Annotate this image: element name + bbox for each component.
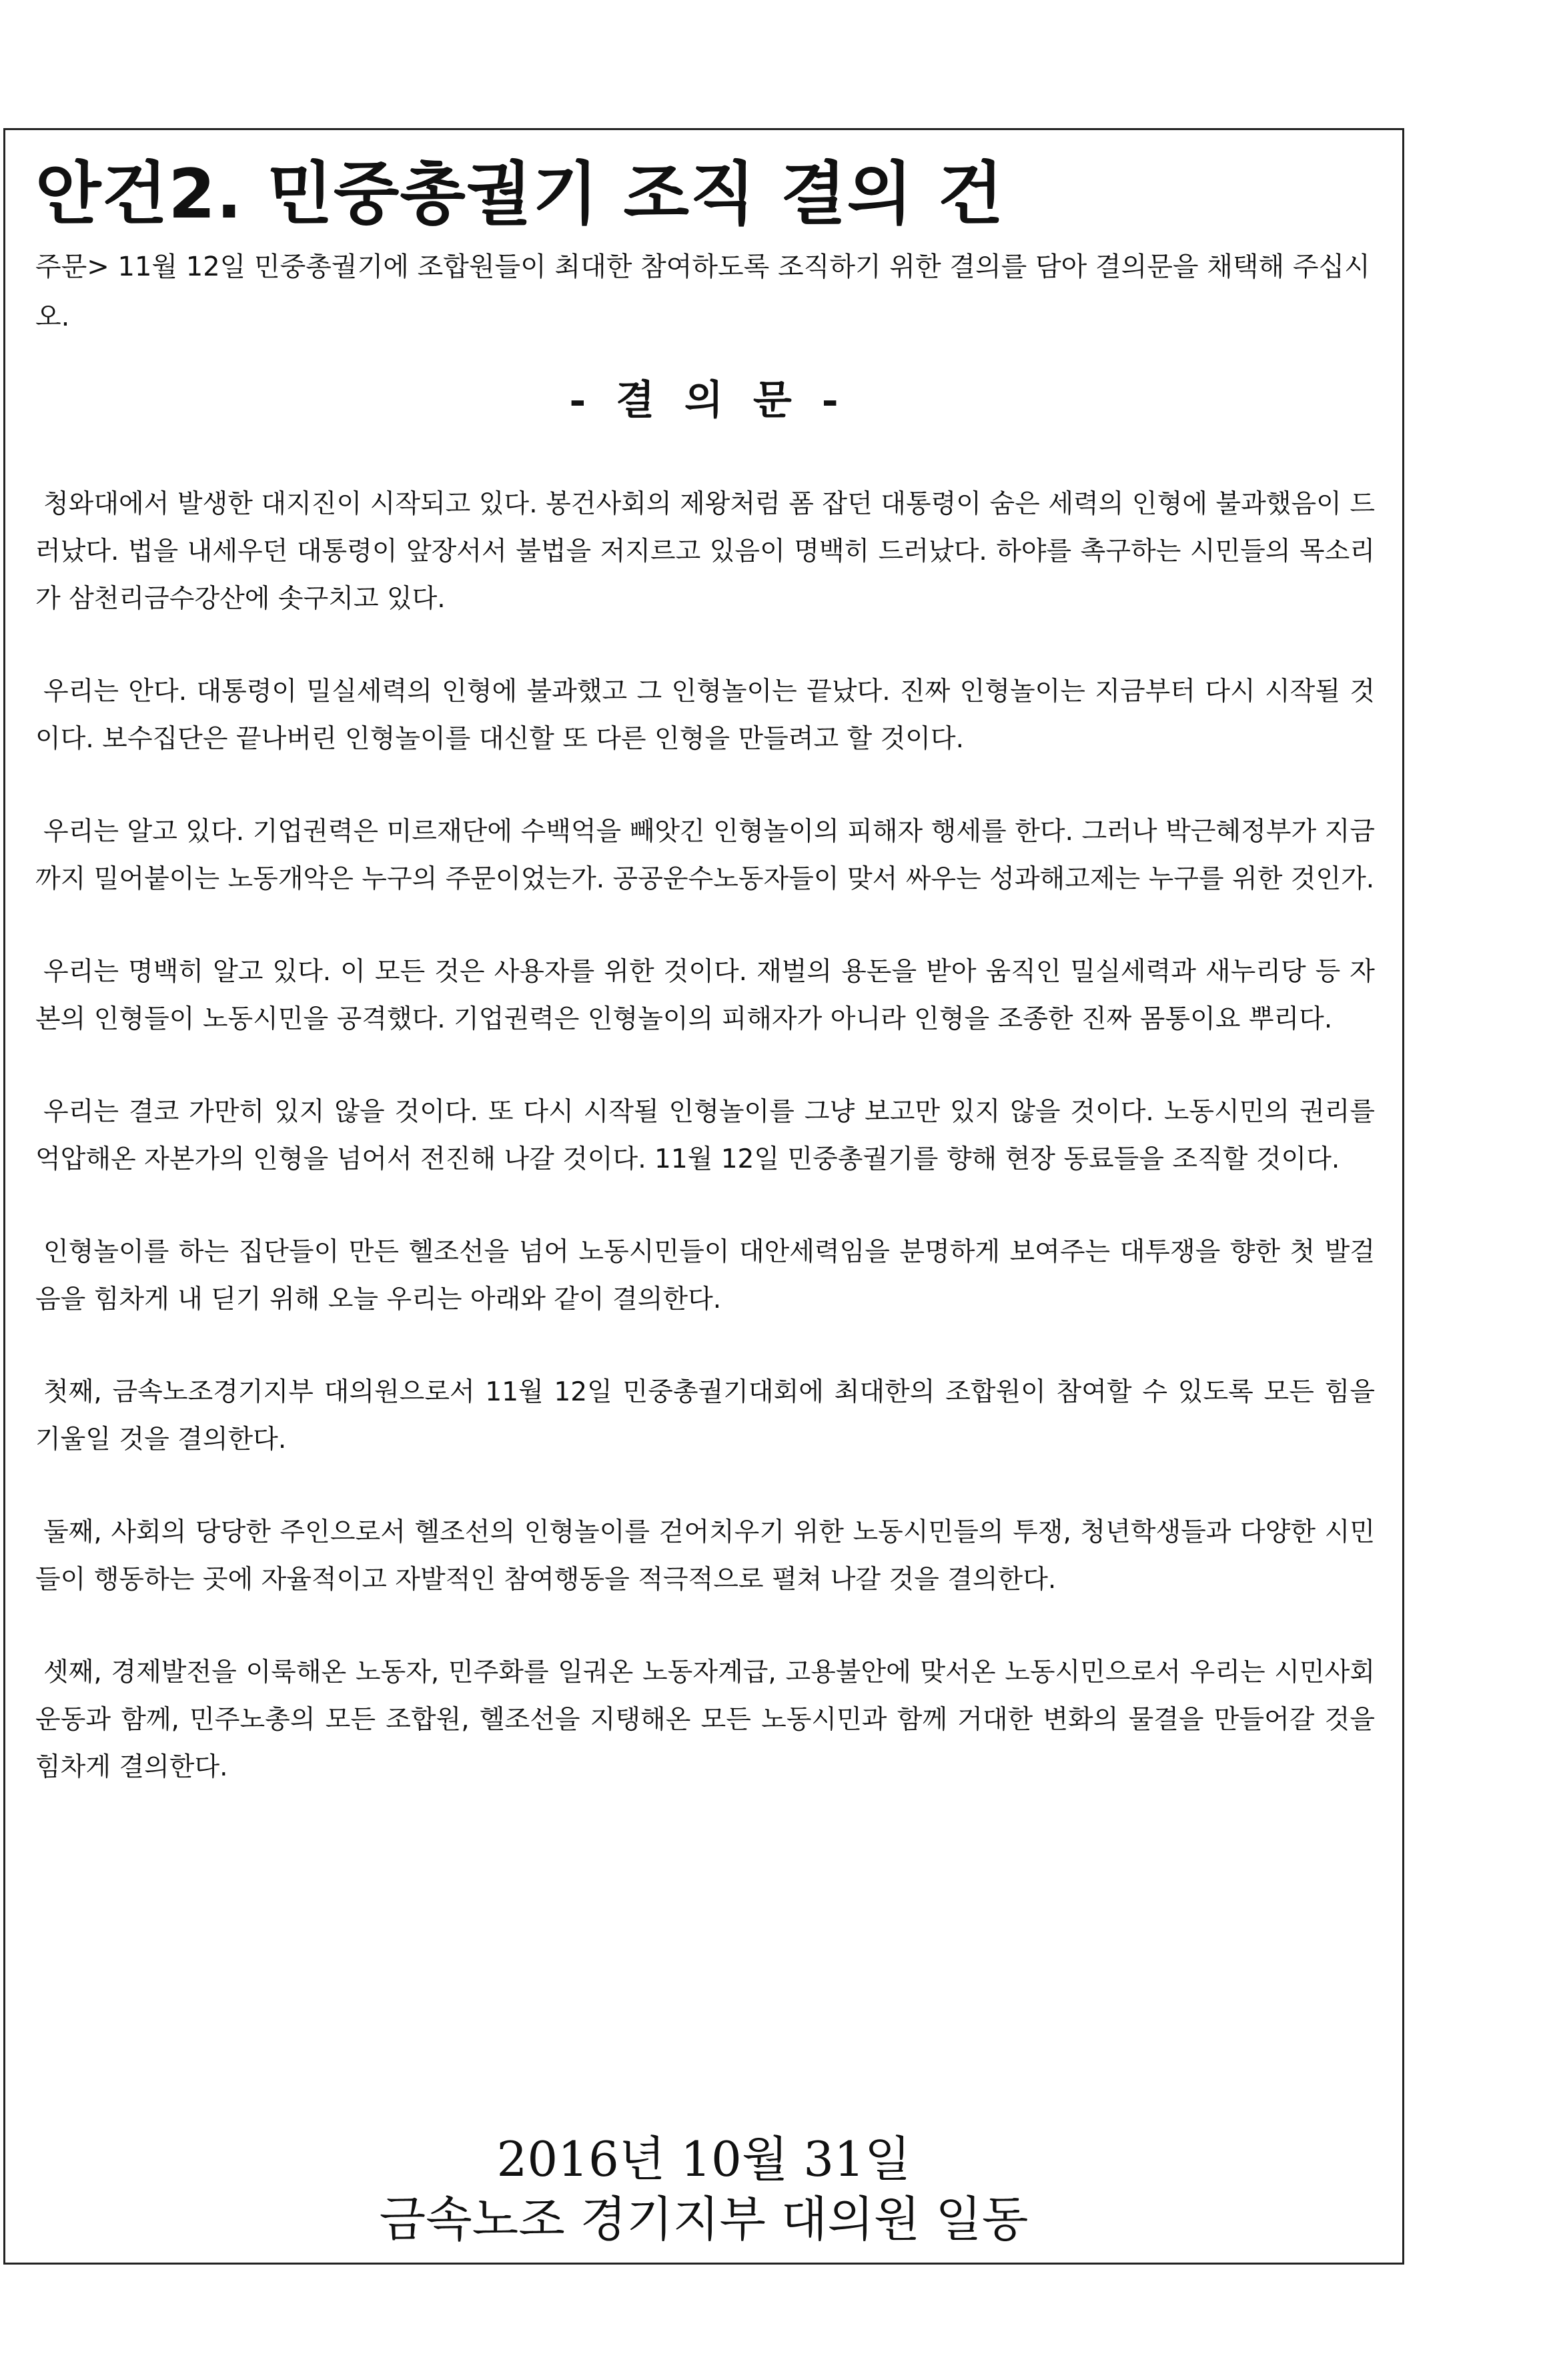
signatory: 금속노조 경기지부 대의원 일동 bbox=[379, 2191, 1029, 2247]
paragraph: 우리는 알고 있다. 기업권력은 미르재단에 수백억을 빼앗긴 인형놀이의 피해자 행세를 한다. 그러나 박근혜정부가 지금까지 밀어붙이는 노동개악은 누구의 주문이었는가. 공공운수노동자들이 맞서 싸우는 성과해고제는 누구를 위한 것인가. bbox=[35, 817, 1375, 894]
paragraph: 우리는 안다. 대통령이 밀실세력의 인형에 불과했고 그 인형놀이는 끝났다. 진짜 인형놀이는 지금부터 다시 시작될 것이다. 보수집단은 끝나버린 인형놀이를 대신할 또 다른 인형을 만들려고 할 것이다. bbox=[35, 677, 1375, 754]
motion-text: 주문> 11월 12일 민중총궐기에 조합원들이 최대한 참여하도록 조직하기 위한 결의를 담아 결의문을 채택해 주십시오. bbox=[35, 252, 1370, 332]
paragraph: 인형놀이를 하는 집단들이 만든 헬조선을 넘어 노동시민들이 대안세력임을 분명하게 보여주는 대투쟁을 향한 첫 발걸음을 힘차게 내 딛기 위해 오늘 우리는 아래와 같이 결의한다. bbox=[35, 1237, 1375, 1314]
signature-block bbox=[5, 2129, 1402, 2249]
signature-date: 2016년 10월 31일 bbox=[496, 2131, 911, 2187]
resolution-item-third: 셋째, 경제발전을 이룩해온 노동자, 민주화를 일궈온 노동자계급, 고용불안에 맞서온 노동시민으로서 우리는 시민사회운동과 함께, 민주노총의 모든 조합원, 헬조선을 지탱해온 모든 노동시민과 함께 거대한 변화의 물결을 만들어갈 것을 힘차게 결의한다. bbox=[35, 1657, 1375, 1782]
resolution-body bbox=[35, 480, 1375, 1836]
resolution-item-first: 첫째, 금속노조경기지부 대의원으로서 11월 12일 민중총궐기대회에 최대한의 조합원이 참여할 수 있도록 모든 힘을 기울일 것을 결의한다. bbox=[35, 1377, 1375, 1455]
paragraph: 우리는 결코 가만히 있지 않을 것이다. 또 다시 시작될 인형놀이를 그냥 보고만 있지 않을 것이다. 노동시민의 권리를 억압해온 자본가의 인형을 넘어서 전진해 나갈 것이다. 11월 12일 민중총궐기를 향해 현장 동료들을 조직할 것이다. bbox=[35, 1097, 1375, 1174]
paragraph: 청와대에서 발생한 대지진이 시작되고 있다. 봉건사회의 제왕처럼 폼 잡던 대통령이 숨은 세력의 인형에 불과했음이 드러났다. 법을 내세우던 대통령이 앞장서서 불법을 저지르고 있음이 명백히 드러났다. 하야를 촉구하는 시민들의 목소리가 삼천리금수강산에 솟구치고 있다. bbox=[35, 489, 1375, 614]
document-title: 안건2. 민중총궐기 조직 결의 건 bbox=[35, 155, 1005, 234]
document-frame bbox=[3, 128, 1404, 2265]
resolution-heading: - 결 의 문 - bbox=[569, 377, 839, 424]
paragraph: 우리는 명백히 알고 있다. 이 모든 것은 사용자를 위한 것이다. 재벌의 용돈을 받아 움직인 밀실세력과 새누리당 등 자본의 인형들이 노동시민을 공격했다. 기업권력은 인형놀이의 피해자가 아니라 인형을 조종한 진짜 몸통이요 뿌리다. bbox=[35, 957, 1375, 1034]
resolution-item-second: 둘째, 사회의 당당한 주인으로서 헬조선의 인형놀이를 걷어치우기 위한 노동시민들의 투쟁, 청년학생들과 다양한 시민들이 행동하는 곳에 자율적이고 자발적인 참여행동을 적극적으로 펼쳐 나갈 것을 결의한다. bbox=[35, 1517, 1375, 1595]
